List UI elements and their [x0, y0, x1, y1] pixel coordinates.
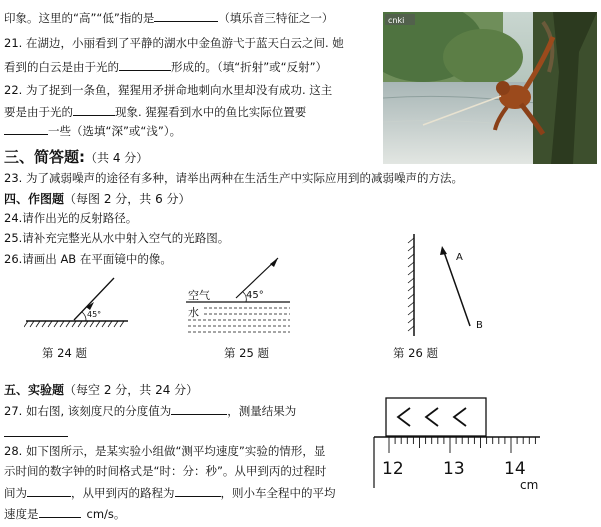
measured-block [386, 398, 486, 436]
section-3-heading [4, 146, 148, 167]
q27-blank-1[interactable] [171, 402, 227, 415]
q21-hint: 形成的。（填“折射”或“反射”） [171, 60, 328, 74]
q26-text: 26.请画出 AB 在平面镜中的像。 [4, 252, 172, 266]
q28-unit: cm/s。 [86, 507, 126, 521]
figure-25-air-label: 空气 [188, 289, 210, 302]
q28-line-3 [4, 484, 336, 501]
q24-text: 24.请作出光的反射路径。 [4, 211, 138, 225]
figure-26-label-b: B [476, 320, 483, 331]
figure-26-label-a: A [456, 252, 463, 263]
section-4-heading [4, 190, 191, 207]
q28-line-4 [4, 505, 125, 522]
figure-24-angle: 45° [87, 310, 102, 319]
q28-blank-3[interactable] [39, 505, 81, 518]
figure-25-angle: 45° [246, 290, 264, 301]
figure-26-diagram [394, 232, 504, 338]
q22-blank-2[interactable] [4, 122, 48, 135]
q23-text: 23. 为了减弱噪声的途径有多种，请举出两种在生活生产中实际应用到的减弱噪声的方法。 [4, 171, 463, 185]
line-q22-b [4, 103, 306, 120]
line-q21: 21. 在湖边，小丽看到了平静的湖水中金鱼游弋于蓝天白云之间. 她 [4, 36, 344, 50]
q22-blank-1[interactable] [73, 103, 115, 116]
section-3-title: 三、简答题: [4, 148, 85, 166]
q28-text-b: ，从甲到丙的路程为 [71, 486, 175, 500]
photo-watermark: cnki [388, 16, 405, 25]
section-4-title: 四、作图题 [4, 192, 65, 206]
q28-text-d: 速度是 [4, 507, 39, 521]
q27-blank-2[interactable] [4, 424, 68, 437]
q28-line-2: 示时间的数字钟的时间格式是“时：分：秒”。从甲到丙的过程时 [4, 464, 327, 478]
figure-26-caption: 第 26 题 [393, 346, 438, 360]
line-q21-b [4, 58, 327, 75]
q22-text-c: 一些（选填“深”或“浅”）。 [48, 124, 182, 138]
q20-text: 印象。这里的“高”“低”指的是 [4, 11, 155, 25]
q22-text-b: 现象. 猩猩看到水中的鱼比实际位置要 [115, 105, 307, 119]
q22-text-a: 要是由于光的 [4, 105, 73, 119]
line-q22: 22. 为了捉到一条鱼，猩猩用矛拼命地刺向水里却没有成功. 这主 [4, 83, 333, 97]
q21-blank[interactable] [119, 58, 171, 71]
section-4-score: （每图 2 分，共 6 分） [64, 192, 191, 206]
ruler-unit: cm [520, 478, 539, 492]
q21-text: 看到的白云是由于光的 [4, 60, 119, 74]
figure-25-water-label: 水 [188, 306, 199, 319]
line-q20-tail [4, 9, 333, 26]
q28-blank-1[interactable] [27, 484, 71, 497]
section-5-heading [4, 381, 198, 398]
section-5-title: 五、实验题 [4, 383, 65, 397]
q28-text-c: ，则小车全程中的平均 [220, 486, 336, 500]
ruler-label-14: 14 [504, 459, 526, 479]
ruler-label-13: 13 [443, 459, 465, 479]
section-5-score: （每空 2 分，共 24 分） [64, 383, 199, 397]
q27-text-a: 27. 如右图, 该刻度尺的分度值为 [4, 404, 172, 418]
q25-text: 25.请补充完整光从水中射入空气的光路图。 [4, 231, 230, 245]
q27-text-b: ，测量结果为 [227, 404, 297, 418]
orangutan-photo [383, 12, 597, 164]
q20-hint: （填乐音三特征之一） [218, 11, 334, 25]
section-3-score: （共 4 分） [85, 151, 149, 165]
figure-25-diagram [186, 254, 296, 338]
q27-line-2 [4, 424, 68, 441]
figure-24-caption: 第 24 题 [42, 346, 87, 360]
q28-blank-2[interactable] [175, 484, 221, 497]
figure-25-caption: 第 25 题 [224, 346, 269, 360]
ruler-diagram [372, 396, 542, 496]
ruler-label-12: 12 [382, 459, 404, 479]
line-q22-c [4, 122, 181, 139]
figure-24-diagram [24, 272, 134, 334]
q27-line [4, 402, 296, 419]
q28-line-1: 28. 如下图所示，是某实验小组做“测平均速度”实验的情形，显 [4, 444, 326, 458]
q28-text-a: 间为 [4, 486, 27, 500]
q20-blank[interactable] [154, 9, 218, 22]
